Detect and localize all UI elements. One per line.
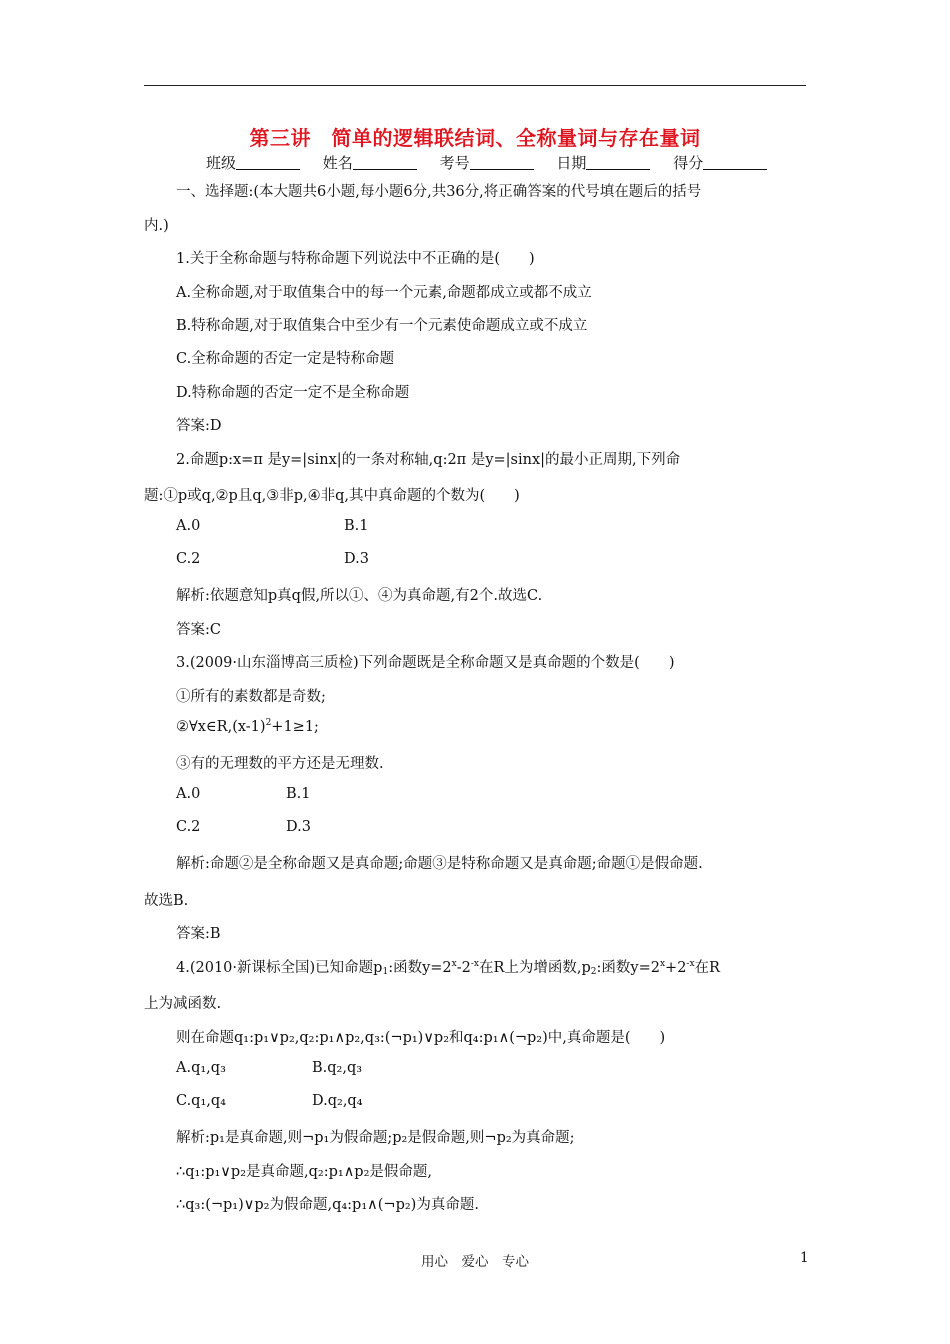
q3-item-2 — [176, 718, 319, 735]
q1-option-b: B.特称命题,对于取值集合中至少有一个元素使命题成立或不成立 — [176, 318, 588, 334]
q4-stem-text: :函数y=2 — [388, 960, 452, 976]
q4-analysis-2: ∴q₁:p₁∨p₂是真命题,q₂:p₁∧p₂是假命题, — [176, 1164, 433, 1180]
info-blank — [236, 154, 300, 170]
superscript: -x — [686, 959, 695, 969]
q4-stem — [176, 956, 720, 977]
q3-item-1: ①所有的素数都是奇数; — [176, 689, 326, 705]
page-title: 第三讲 简单的逻辑联结词、全称量词与存在量词 — [249, 126, 701, 150]
q1-stem: 1.关于全称命题与特称命题下列说法中不正确的是( ) — [176, 251, 535, 267]
q4-stem-text: 在R上为增函数,p — [478, 960, 591, 976]
q3-option-d: D.3 — [286, 819, 311, 835]
info-label: 姓名 — [322, 154, 353, 172]
q4-analysis-3: ∴q₃:(¬p₁)∨p₂为假命题,q₄:p₁∧(¬p₂)为真命题. — [176, 1197, 479, 1213]
q1-option-d: D.特称命题的否定一定不是全称命题 — [176, 385, 410, 401]
q4-stem-text: -2 — [456, 960, 471, 976]
q4-stem-cont: 上为减函数. — [144, 996, 222, 1012]
section-heading: 一、选择题:(本大题共6小题,每小题6分,共36分,将正确答案的代号填在题后的括号 — [176, 184, 702, 200]
q3-item-2-text: +1≥1; — [271, 719, 319, 735]
superscript: -x — [470, 959, 479, 969]
q3-option-c: C.2 — [176, 819, 201, 835]
q2-analysis: 解析:依题意知p真q假,所以①、④为真命题,有2个.故选C. — [176, 588, 543, 604]
section-heading-cont: 内.) — [144, 218, 169, 234]
q4-option-c: C.q₁,q₄ — [176, 1093, 226, 1109]
subscript: 1 — [382, 967, 389, 977]
q4-option-d: D.q₂,q₄ — [312, 1093, 363, 1109]
superscript: 2 — [265, 718, 272, 728]
q4-stem-text: 4.(2010·新课标全国)已知命题p — [176, 960, 383, 976]
info-blank — [703, 154, 767, 170]
q2-option-b: B.1 — [344, 518, 369, 534]
page-number: 1 — [800, 1250, 809, 1266]
q3-option-a: A.0 — [176, 786, 201, 802]
superscript: x — [451, 959, 457, 969]
q3-item-3: ③有的无理数的平方还是无理数. — [176, 756, 384, 772]
q4-stem-text: 在R — [694, 960, 720, 976]
superscript: x — [659, 959, 666, 969]
q1-answer: 答案:D — [176, 418, 222, 434]
q2-answer: 答案:C — [176, 622, 221, 638]
info-label: 班级 — [206, 154, 237, 172]
q2-option-c: C.2 — [176, 551, 201, 567]
info-blank — [353, 154, 417, 170]
info-blank — [586, 154, 650, 170]
q2-stem: 2.命题p:x=π 是y=|sinx|的一条对称轴,q:2π 是y=|sinx|的最小正周期,下列命 — [176, 452, 681, 468]
footer-motto: 用心 爱心 专心 — [421, 1254, 529, 1270]
info-blank — [470, 154, 534, 170]
q4-stem-text: :函数y=2 — [596, 960, 660, 976]
info-score — [673, 152, 767, 173]
student-info-line — [206, 152, 785, 173]
info-class — [206, 152, 300, 173]
info-label: 日期 — [556, 154, 587, 172]
q4-stem-2: 则在命题q₁:p₁∨p₂,q₂:p₁∧p₂,q₃:(¬p₁)∨p₂和q₄:p₁∧(¬p₂)中,真命题是( ) — [176, 1030, 666, 1046]
q4-option-b: B.q₂,q₃ — [312, 1060, 363, 1076]
q4-stem-text: +2 — [665, 960, 687, 976]
subscript: 2 — [590, 967, 597, 977]
info-label: 得分 — [673, 154, 704, 172]
q2-option-d: D.3 — [344, 551, 369, 567]
q1-option-a: A.全称命题,对于取值集合中的每一个元素,命题都成立或都不成立 — [176, 285, 592, 301]
header-rule — [144, 85, 806, 86]
q1-option-c: C.全称命题的否定一定是特称命题 — [176, 351, 395, 367]
q4-option-a: A.q₁,q₃ — [176, 1060, 226, 1076]
info-exam-number — [440, 152, 534, 173]
info-name — [323, 152, 417, 173]
q3-stem: 3.(2009·山东淄博高三质检)下列命题既是全称命题又是真命题的个数是( ) — [176, 655, 675, 671]
q2-stem-cont: 题:①p或q,②p且q,③非p,④非q,其中真命题的个数为( ) — [144, 488, 520, 504]
q3-answer: 答案:B — [176, 926, 221, 942]
q2-option-a: A.0 — [176, 518, 201, 534]
q3-analysis-cont: 故选B. — [144, 893, 189, 909]
info-date — [556, 152, 650, 173]
q4-analysis: 解析:p₁是真命题,则¬p₁为假命题;p₂是假命题,则¬p₂为真命题; — [176, 1130, 575, 1146]
q3-option-b: B.1 — [286, 786, 311, 802]
q3-item-2-text: ②∀x∈R,(x-1) — [176, 719, 266, 735]
info-label: 考号 — [439, 154, 470, 172]
q3-analysis: 解析:命题②是全称命题又是真命题;命题③是特称命题又是真命题;命题①是假命题. — [176, 856, 703, 872]
